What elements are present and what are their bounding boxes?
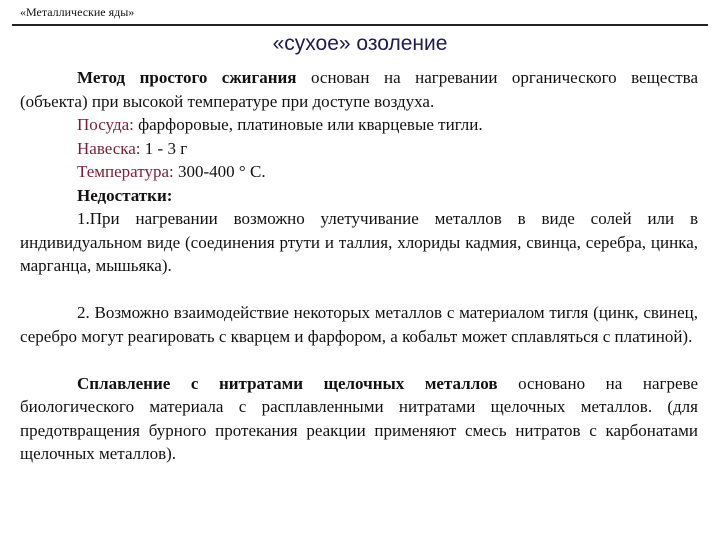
vessels-value: фарфоровые, платиновые или кварцевые тигли. bbox=[133, 115, 483, 134]
sample-line bbox=[20, 137, 698, 161]
temperature-label: Температура: bbox=[77, 162, 174, 181]
slide-body bbox=[20, 66, 698, 466]
sample-value: 1 - 3 г bbox=[140, 138, 188, 158]
header-divider bbox=[12, 24, 708, 26]
fusion-description: основано на нагреве биологического материала с расплавленными нитратами щелочных металлов. (для предотвращения бурного протекания реакции применяют смесь нитратов с карбонатами щелочных металлов). bbox=[20, 373, 698, 463]
method-description: основан на нагревании органического вещества (объекта) при высокой температуре при доступе воздуха. bbox=[20, 68, 698, 111]
presentation-header-label: «Металлические яды» bbox=[20, 5, 135, 19]
fusion-paragraph bbox=[20, 372, 698, 466]
method-term: Метод простого сжигания bbox=[77, 68, 297, 87]
sample-label: Навеска: bbox=[77, 138, 141, 158]
drawbacks-heading: Недостатки: bbox=[77, 185, 173, 205]
vessels-line bbox=[20, 113, 698, 137]
slide-title: «сухое» озоление bbox=[272, 32, 448, 55]
temperature-line bbox=[20, 160, 698, 184]
fusion-term: Сплавление с нитратами щелочных металлов bbox=[77, 373, 498, 393]
vessels-label: Посуда: bbox=[77, 115, 134, 134]
temperature-value: 300-400 ° С. bbox=[173, 162, 266, 181]
method-paragraph bbox=[20, 66, 698, 113]
drawback-item-2: 2. Возможно взаимодействие некоторых металлов с материалом тигля (цинк, свинец, серебро могут реагировать с кварцем и фарфором, а кобальт может сплавляться с платиной). bbox=[20, 303, 698, 346]
drawback-item-1: 1.При нагревании возможно улетучивание металлов в виде солей или в индивидуальном виде (соединения ртути и таллия, хлориды кадмия, свинца, серебра, цинка, марганца, мышьяка). bbox=[20, 209, 698, 275]
